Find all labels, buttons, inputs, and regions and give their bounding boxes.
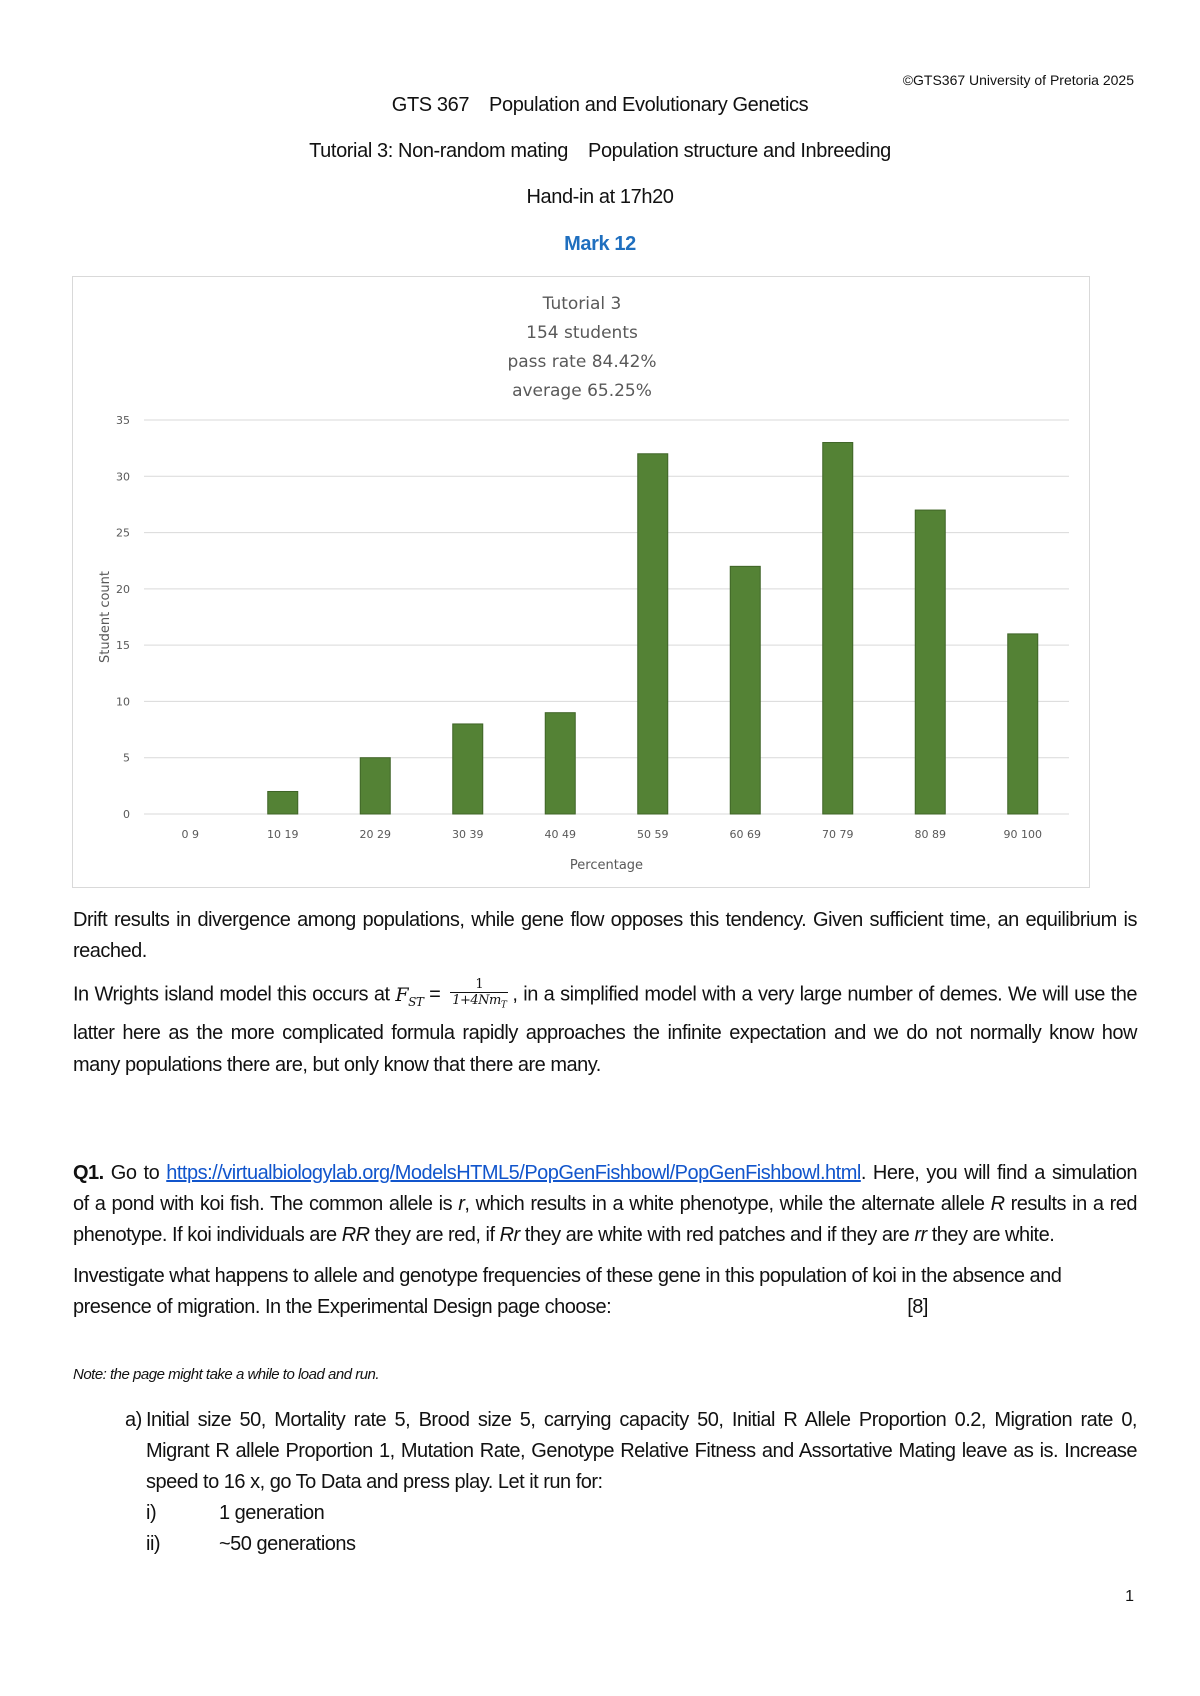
y-tick-label: 15	[116, 639, 130, 653]
x-tick-label: 50 59	[637, 828, 669, 841]
q1-items	[73, 1405, 1137, 1560]
x-tick-label: 20 29	[359, 828, 391, 841]
x-tick-label: 60 69	[729, 828, 761, 841]
y-axis-label: Student count	[98, 571, 113, 663]
bar	[453, 724, 483, 814]
bar	[915, 510, 945, 814]
tutorial-topic: Tutorial 3: Non-random mating	[309, 140, 568, 162]
fst-symbol: $F_{ST}$	[395, 983, 424, 1009]
course-title: Population and Evolutionary Genetics	[489, 94, 809, 116]
tutorial-heading	[0, 140, 1200, 163]
y-tick-label: 35	[116, 414, 130, 427]
intro-text	[73, 905, 1137, 1081]
x-tick-label: 10 19	[267, 828, 299, 841]
x-tick-label: 30 39	[452, 828, 484, 841]
bar	[730, 566, 760, 814]
copyright-notice: ©GTS367 University of Pretoria 2025	[902, 72, 1134, 88]
item-a-ii: ii) ~50 generations	[146, 1533, 356, 1555]
x-tick-label: 90 100	[1003, 828, 1042, 841]
x-axis-label: Percentage	[569, 858, 644, 873]
y-tick-label: 25	[116, 526, 130, 540]
item-a-i: i) 1 generation	[146, 1502, 325, 1524]
q1-marks: [8]	[907, 1296, 928, 1318]
bar	[823, 443, 853, 814]
total-mark: Mark 12	[564, 233, 636, 255]
handin-time: Hand-in at 17h20	[526, 186, 674, 208]
q1-label: Q1.	[73, 1162, 104, 1184]
island-model-paragraph: In Wrights island model this occurs at $F_{ST}$ = $\frac{1}{1+4Nm_T}$ , in a simplified model with a very large number of demes. We will use the latter here as the more complicated formula rapidly approaches the infinite expectation and we do not normally know how many populations there are, but only know that there are many.	[73, 977, 1138, 1077]
question-1	[73, 1158, 1137, 1323]
results-chart-svg	[73, 277, 1091, 889]
y-tick-label: 30	[116, 470, 130, 484]
bar	[1008, 634, 1038, 814]
chart-title-line: 154 students	[526, 323, 638, 343]
y-tick-label: 10	[116, 695, 130, 709]
bar	[545, 713, 575, 814]
y-tick-label: 0	[123, 808, 130, 821]
tutorial-subtopic: Population structure and Inbreeding	[588, 140, 891, 162]
x-tick-label: 40 49	[544, 828, 576, 841]
loading-note: Note: the page might take a while to load and run.	[73, 1366, 380, 1383]
q1-intro: Q1. Go to https://virtualbiologylab.org/ModelsHTML5/PopGenFishbowl/PopGenFishbowl.html. Here, you will find a simulation of a pond with koi fish. The common allele is r, which results in a white phenotype, while the alternate allele R results in a red phenotype. If koi individuals are RR they are red, if Rr they are white with red patches and if they are rr they are white.	[73, 1162, 1138, 1246]
item-a: a) Initial size 50, Mortality rate 5, Brood size 5, carrying capacity 50, Initial R Allele Proportion 0.2, Migration rate 0, Migrant R allele Proportion 1, Mutation Rate, Genotype Relative Fitness and Assortative Mating leave as is. Increase speed to 16 x, go To Data and press play. Let it run for:	[125, 1409, 1137, 1493]
bar	[268, 791, 298, 814]
y-tick-label: 20	[116, 582, 130, 596]
x-tick-label: 80 89	[914, 828, 946, 841]
course-heading	[0, 94, 1200, 117]
fst-formula: $\frac{1}{1+4Nm_T}$	[452, 977, 507, 1011]
page-number: 1	[1125, 1588, 1134, 1605]
bar	[360, 758, 390, 814]
bar	[638, 454, 668, 814]
chart-title-line: Tutorial 3	[542, 294, 622, 314]
drift-paragraph: Drift results in divergence among populations, while gene flow opposes this tendency. Given sufficient time, an equilibrium is reached.	[73, 909, 1137, 962]
course-code: GTS 367	[391, 94, 470, 116]
x-tick-label: 0 9	[181, 828, 199, 841]
chart-title-line: average 65.25%	[512, 381, 652, 401]
results-chart	[72, 276, 1090, 888]
simulation-link[interactable]: https://virtualbiologylab.org/ModelsHTML5/PopGenFishbowl/PopGenFishbowl.html	[166, 1162, 861, 1184]
q1-investigate: Investigate what happens to allele and genotype frequencies of these gene in this population of koi in the absence and presence of migration. In the Experimental Design page choose: [8]	[73, 1265, 1062, 1318]
x-tick-label: 70 79	[822, 828, 854, 841]
y-tick-label: 5	[123, 751, 130, 765]
chart-title-line: pass rate 84.42%	[507, 352, 657, 372]
